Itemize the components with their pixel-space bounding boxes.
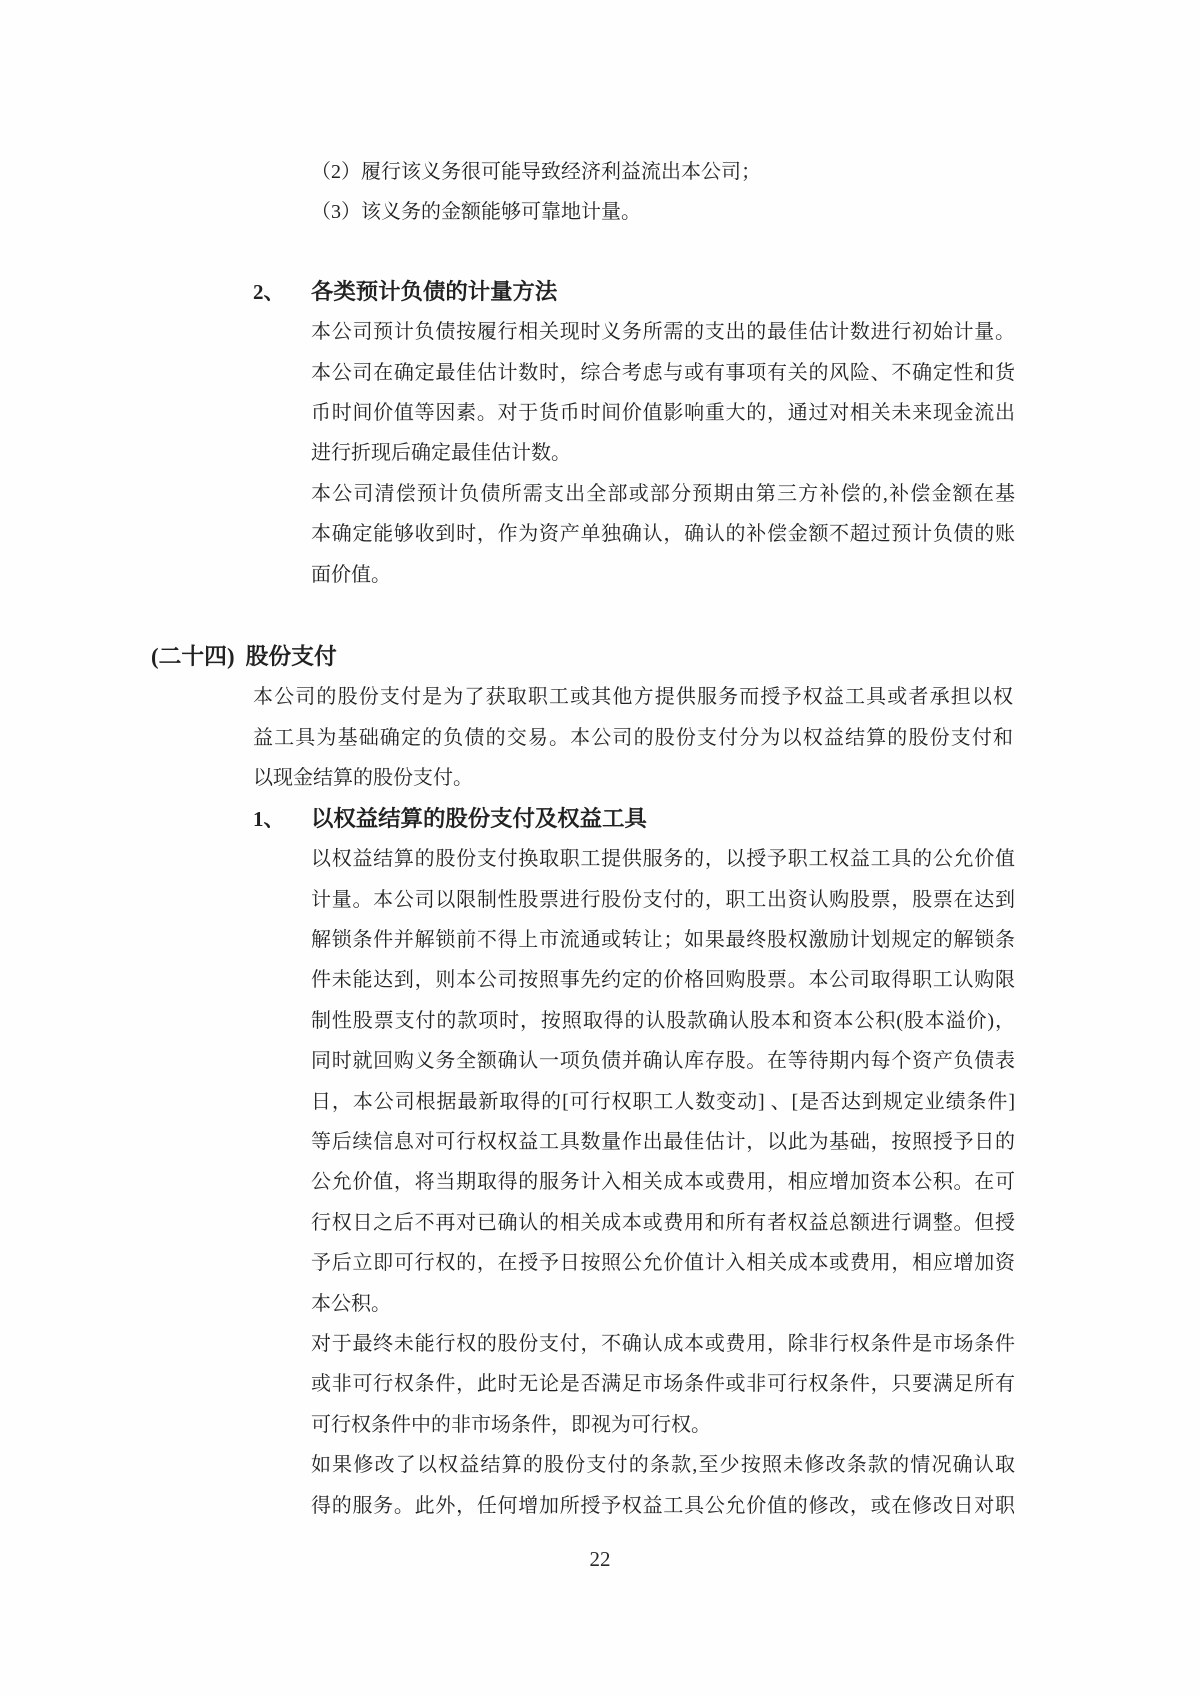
paragraph-line: 本公司的股份支付是为了获取职工或其他方提供服务而授予权益工具或者承担以权 xyxy=(253,686,1013,709)
paragraph-line: 进行折现后确定最佳估计数。 xyxy=(311,442,571,465)
paragraph-line: 对于最终未能行权的股份支付，不确认成本或费用，除非行权条件是市场条件 xyxy=(311,1332,1015,1355)
heading-sub1-title: 以权益结算的股份支付及权益工具 xyxy=(311,805,647,831)
heading-section24 xyxy=(151,637,1200,677)
paragraph-line: 等后续信息对可行权权益工具数量作出最佳估计，以此为基础，按照授予日的 xyxy=(311,1130,1015,1153)
list-item-2: （2）履行该义务很可能导致经济利益流出本公司； xyxy=(311,161,761,183)
paragraph-line: 同时就回购义务全额确认一项负债并确认库存股。在等待期内每个资产负债表 xyxy=(311,1050,1015,1073)
paragraph-line: 益工具为基础确定的负债的交易。本公司的股份支付分为以权益结算的股份支付和 xyxy=(253,726,1013,749)
paragraph-line: 以现金结算的股份支付。 xyxy=(253,767,473,790)
paragraph-line: 件未能达到，则本公司按照事先约定的价格回购股票。本公司取得职工认购限 xyxy=(311,969,1015,992)
paragraph-line: 可行权条件中的非市场条件，即视为可行权。 xyxy=(311,1413,711,1436)
paragraph-line: 币时间价值等因素。对于货币时间价值影响重大的，通过对相关未来现金流出 xyxy=(311,402,1015,425)
heading-section24-title: 股份支付 xyxy=(245,644,337,670)
page-number: 22 xyxy=(589,1547,611,1571)
paragraph-line: 本确定能够收到时，作为资产单独确认，确认的补偿金额不超过预计负债的账 xyxy=(311,523,1015,546)
heading-section2-number: 2、 xyxy=(253,279,285,304)
heading-sub1-number: 1、 xyxy=(253,806,285,831)
paragraph-line: 制性股票支付的款项时，按照取得的认股款确认股本和资本公积(股本溢价)， xyxy=(311,1009,1015,1032)
paragraph-line: 计量。本公司以限制性股票进行股份支付的，职工出资认购股票，股票在达到 xyxy=(311,888,1015,911)
paragraph-line: 予后立即可行权的，在授予日按照公允价值计入相关成本或费用，相应增加资 xyxy=(311,1252,1015,1275)
paragraph-line: 面价值。 xyxy=(311,563,391,586)
paragraph-line: 本公司在确定最佳估计数时，综合考虑与或有事项有关的风险、不确定性和货 xyxy=(311,361,1015,384)
heading-section2 xyxy=(253,272,1200,312)
paragraph-line: 以权益结算的股份支付换取职工提供服务的，以授予职工权益工具的公允价值 xyxy=(311,848,1015,871)
paragraph-line: 如果修改了以权益结算的股份支付的条款,至少按照未修改条款的情况确认取 xyxy=(311,1454,1015,1477)
paragraph-line: 本公司预计负债按履行相关现时义务所需的支出的最佳估计数进行初始计量。 xyxy=(311,321,1015,344)
list-item-3: （3）该义务的金额能够可靠地计量。 xyxy=(311,201,641,224)
heading-sub1 xyxy=(253,799,1200,839)
heading-section2-title: 各类预计负债的计量方法 xyxy=(311,278,558,304)
paragraph-line: 公允价值，将当期取得的服务计入相关成本或费用，相应增加资本公积。在可 xyxy=(311,1171,1015,1194)
paragraph-line: 日，本公司根据最新取得的[可行权职工人数变动] 、[是否达到规定业绩条件] xyxy=(311,1090,1015,1113)
paragraph-line: 本公司清偿预计负债所需支出全部或部分预期由第三方补偿的,补偿金额在基 xyxy=(311,482,1015,505)
paragraph-line: 解锁条件并解锁前不得上市流通或转让；如果最终股权激励计划规定的解锁条 xyxy=(311,928,1015,951)
heading-section24-number: (二十四) xyxy=(151,644,235,670)
paragraph-line: 或非可行权条件，此时无论是否满足市场条件或非可行权条件，只要满足所有 xyxy=(311,1373,1015,1396)
paragraph-line: 行权日之后不再对已确认的相关成本或费用和所有者权益总额进行调整。但授 xyxy=(311,1211,1015,1234)
paragraph-line: 本公积。 xyxy=(311,1292,391,1315)
paragraph-line: 得的服务。此外，任何增加所授予权益工具公允价值的修改，或在修改日对职 xyxy=(311,1494,1015,1517)
